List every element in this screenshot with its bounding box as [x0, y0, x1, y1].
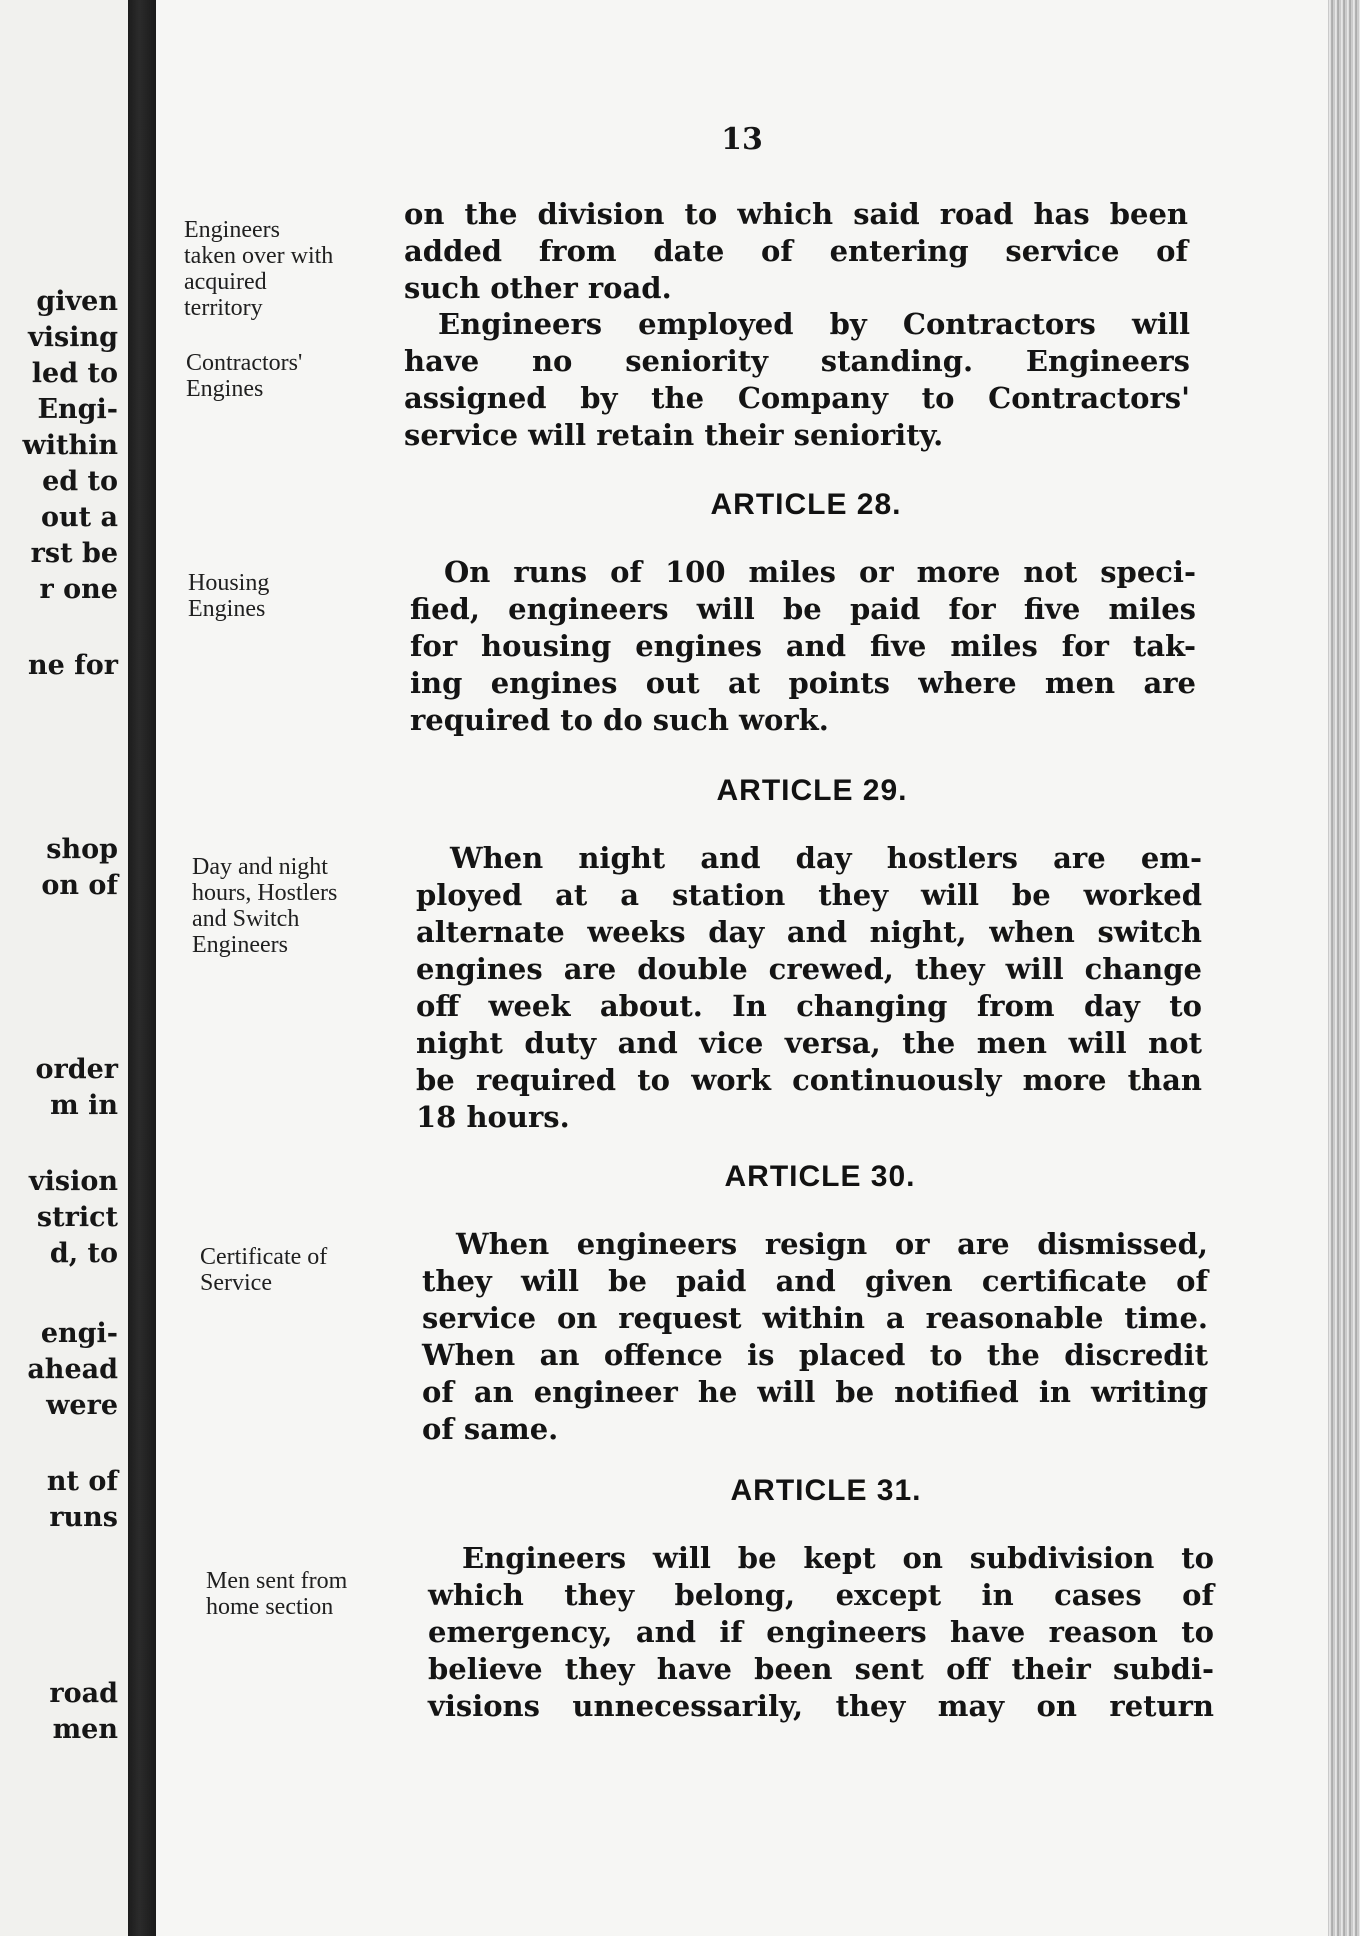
facing-page-fragment: [0, 0, 128, 1936]
text-line: of same.: [422, 1412, 559, 1446]
margin-note-line: Engines: [186, 376, 264, 402]
facing-page-text-fragment: led to: [31, 358, 118, 389]
text-line: fied, engineers will be paid for five miles: [410, 592, 1196, 626]
facing-page-text-fragment: rst be: [30, 538, 118, 569]
margin-note-line: Service: [200, 1270, 272, 1296]
facing-page-text-fragment: shop: [46, 834, 118, 865]
facing-page-text-fragment: ahead: [27, 1354, 118, 1385]
margin-note-line: territory: [184, 295, 263, 321]
text-line: ployed at a station they will be worked: [416, 878, 1202, 912]
text-line: visions unnecessarily, they may on return: [428, 1689, 1214, 1723]
facing-page-text-fragment: strict: [36, 1202, 118, 1233]
facing-page-text-fragment: men: [52, 1714, 118, 1745]
facing-page-text-fragment: m in: [50, 1090, 118, 1121]
facing-page-text-fragment: vising: [28, 322, 118, 353]
text-line: which they belong, except in cases of: [428, 1578, 1214, 1612]
paragraph-housing-engines: [410, 554, 1196, 739]
margin-note-line: Housing: [188, 570, 270, 596]
page-number: 13: [721, 122, 763, 157]
article-30-heading: ARTICLE 30.: [724, 1160, 916, 1193]
facing-page-text-fragment: runs: [49, 1502, 118, 1533]
text-line: When engineers resign or are dismissed,: [456, 1227, 1208, 1261]
text-line: of an engineer he will be notified in writing: [422, 1375, 1208, 1409]
book-spine: [128, 0, 156, 1936]
facing-page-text-fragment: on of: [41, 870, 118, 901]
article-28-heading: ARTICLE 28.: [710, 488, 902, 521]
margin-note-line: Day and night: [192, 854, 328, 880]
document-page: [156, 0, 1328, 1936]
facing-page-text-fragment: d, to: [49, 1238, 118, 1269]
text-line: added from date of entering service of: [404, 234, 1188, 268]
paragraph-engineers-taken-over: [404, 196, 1188, 307]
text-line: be required to work continuously more than: [416, 1063, 1202, 1097]
facing-page-text-fragment: order: [35, 1054, 118, 1085]
paragraph-contractors-engines: [404, 306, 1190, 454]
paragraph-men-sent: [428, 1540, 1214, 1725]
text-line: On runs of 100 miles or more not speci-: [444, 555, 1196, 589]
facing-page-text-fragment: within: [22, 430, 118, 461]
facing-page-text-fragment: vision: [28, 1166, 118, 1197]
margin-note-certificate: [200, 1244, 327, 1296]
text-line: 18 hours.: [416, 1100, 570, 1134]
text-line: service will retain their seniority.: [404, 418, 944, 452]
facing-page-text-fragment: out a: [40, 502, 118, 533]
paragraph-certificate: [422, 1226, 1208, 1448]
text-line: engines are double crewed, they will change: [416, 952, 1202, 986]
facing-page-text-fragment: road: [49, 1678, 118, 1709]
text-line: Engineers employed by Contractors will: [438, 307, 1190, 341]
facing-page-text-fragment: Engi-: [37, 394, 118, 425]
text-line: alternate weeks day and night, when switch: [416, 915, 1202, 949]
article-29-heading: ARTICLE 29.: [716, 774, 908, 807]
margin-note-line: Men sent from: [206, 1568, 348, 1594]
text-line: they will be paid and given certificate of: [422, 1264, 1208, 1298]
text-line: have no seniority standing. Engineers: [404, 344, 1190, 378]
margin-note-line: acquired: [184, 269, 267, 295]
margin-note-housing-engines: [188, 570, 269, 622]
facing-page-text-fragment: ed to: [42, 466, 118, 497]
margin-note-men-sent: [206, 1568, 347, 1620]
text-line: emergency, and if engineers have reason to: [428, 1615, 1214, 1649]
margin-note-line: Engineers: [192, 932, 288, 958]
text-line: night duty and vice versa, the men will not: [416, 1026, 1202, 1060]
facing-page-text-fragment: given: [36, 286, 118, 317]
facing-page-text-fragment: ne for: [27, 650, 118, 681]
text-line: believe they have been sent off their subdi-: [428, 1652, 1214, 1686]
margin-note-engineers-taken-over: [184, 217, 333, 321]
margin-note-line: and Switch: [192, 906, 300, 932]
text-line: service on request within a reasonable time.: [422, 1301, 1208, 1335]
text-line: off week about. In changing from day to: [416, 989, 1202, 1023]
facing-page-text-fragment: engi-: [40, 1318, 118, 1349]
text-line: required to do such work.: [410, 703, 829, 737]
margin-note-line: taken over with: [184, 243, 334, 269]
text-line: When night and day hostlers are em-: [450, 841, 1202, 875]
margin-note-day-and-night: [192, 854, 337, 958]
article-31-heading: ARTICLE 31.: [730, 1474, 922, 1507]
paragraph-day-and-night: [416, 840, 1202, 1136]
page-edges: [1328, 0, 1360, 1936]
text-line: on the division to which said road has been: [404, 197, 1188, 231]
facing-page-text-fragment: were: [46, 1390, 118, 1421]
margin-note-line: Certificate of: [200, 1244, 328, 1270]
margin-note-line: hours, Hostlers: [192, 880, 338, 906]
margin-note-line: Engines: [188, 596, 266, 622]
text-line: for housing engines and five miles for tak-: [410, 629, 1196, 663]
margin-note-line: Engineers: [184, 217, 280, 243]
margin-note-line: Contractors': [186, 350, 303, 376]
text-line: Engineers will be kept on subdivision to: [462, 1541, 1214, 1575]
facing-page-text-fragment: r one: [39, 574, 118, 605]
text-line: such other road.: [404, 271, 672, 305]
text-line: assigned by the Company to Contractors': [404, 381, 1190, 415]
margin-note-contractors-engines: [186, 350, 302, 402]
text-line: ing engines out at points where men are: [410, 666, 1196, 700]
margin-note-line: home section: [206, 1594, 334, 1620]
facing-page-text-fragment: nt of: [46, 1466, 118, 1497]
text-line: When an offence is placed to the discredit: [422, 1338, 1208, 1372]
